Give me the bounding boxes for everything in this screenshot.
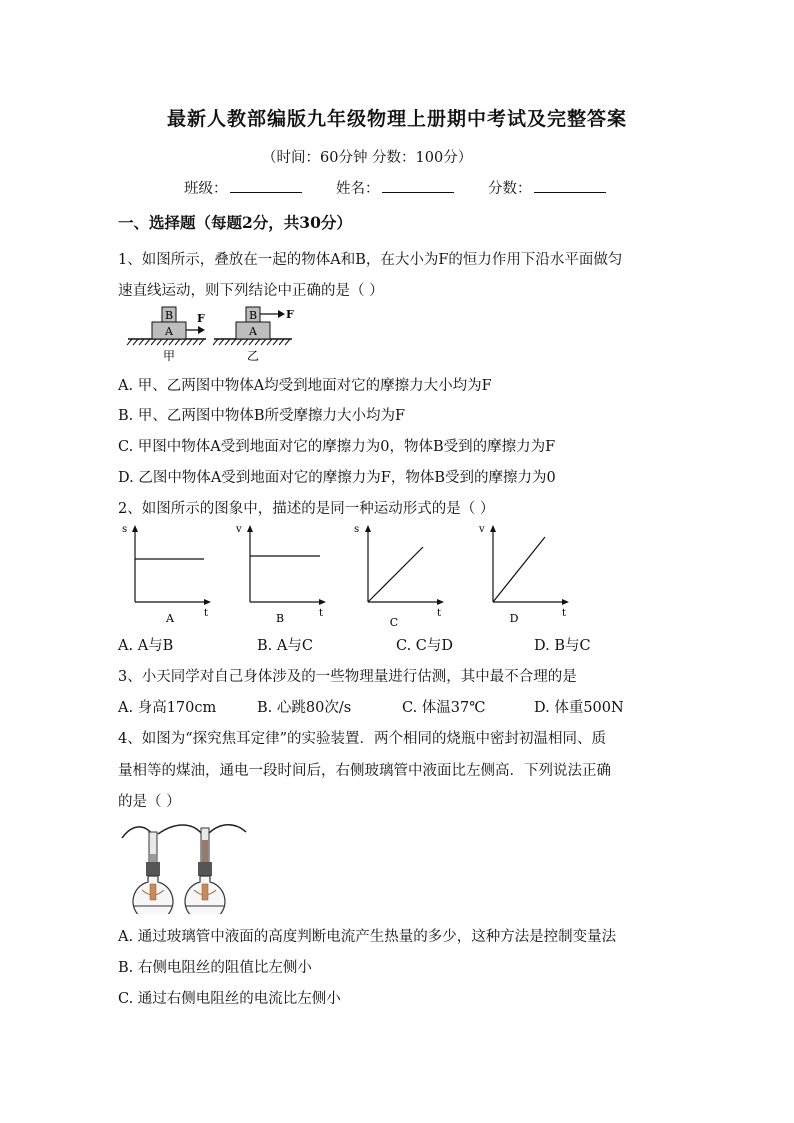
graph-c-xlabel: t [437, 608, 442, 619]
graph-d [478, 524, 569, 625]
q1-option-d[interactable]: D. 乙图中物体A受到地面对它的摩擦力为F，物体B受到的摩擦力为0 [118, 470, 556, 486]
q2-graphs [118, 522, 578, 630]
graph-a-ylabel: s [122, 524, 128, 535]
q4-option-a[interactable]: A. 通过玻璃管中液面的高度判断电流产生热量的多少，这种方法是控制变量法 [118, 929, 617, 945]
q3-stem: 3、小天同学对自己身体涉及的一些物理量进行估测，其中最不合理的是 [118, 669, 577, 685]
name-label: 姓名： [336, 181, 380, 197]
graph-a [122, 524, 211, 625]
block-a-label: A [249, 325, 257, 338]
name-field [336, 177, 454, 198]
name-blank[interactable] [382, 178, 454, 193]
force-label: F [197, 312, 205, 325]
graph-b-label: B [275, 612, 285, 625]
q2-option-b[interactable]: B. A与C [257, 638, 313, 654]
graph-d-label: D [509, 612, 519, 625]
q1-figure [126, 304, 296, 366]
graph-b-ylabel: v [236, 524, 242, 535]
right-stopper [198, 862, 212, 876]
q1-stem-line1: 1、如图所示，叠放在一起的物体A和B，在大小为F的恒力作用下沿水平面做匀 [118, 252, 623, 268]
q2-option-c[interactable]: C. C与D [396, 638, 454, 654]
section-title: 一、选择题（每题2分，共30分） [118, 213, 352, 232]
graph-a-label: A [166, 612, 174, 625]
graph-d-xlabel: t [562, 608, 567, 619]
class-blank[interactable] [230, 178, 302, 193]
class-label: 班级： [184, 181, 228, 197]
q1-stem-line2: 速直线运动，则下列结论中正确的是（ ） [118, 283, 384, 299]
q3-option-a[interactable]: A. 身高170cm [118, 700, 217, 716]
score-field [488, 177, 606, 198]
block-a-label: A [165, 325, 173, 338]
q3-option-c[interactable]: C. 体温37℃ [402, 700, 486, 716]
q1-option-a[interactable]: A. 甲、乙两图中物体A均受到地面对它的摩擦力大小均为F [118, 378, 492, 394]
q3-option-b[interactable]: B. 心跳80次/s [257, 700, 352, 716]
q1-option-c[interactable]: C. 甲图中物体A受到地面对它的摩擦力为0，物体B受到的摩擦力为F [118, 439, 556, 455]
graph-a-xlabel: t [204, 608, 209, 619]
left-stopper [146, 862, 160, 876]
graph-d-line [493, 537, 545, 602]
q4-stem-line1: 4、如图为“探究焦耳定律”的实验装置．两个相同的烧瓶中密封初温相同、质 [118, 731, 607, 747]
q4-option-c[interactable]: C. 通过右侧电阻丝的电流比左侧小 [118, 991, 341, 1007]
block-b-label: B [164, 309, 174, 322]
q4-apparatus-figure [120, 818, 250, 914]
q2-option-d[interactable]: D. B与C [534, 638, 591, 654]
block-b-label: B [248, 309, 258, 322]
score-blank[interactable] [534, 178, 606, 193]
figure-jia [127, 307, 206, 363]
q2-stem: 2、如图所示的图象中，描述的是同一种运动形式的是（ ） [118, 501, 495, 517]
figure-yi [213, 307, 294, 363]
figure-label-jia: 甲 [162, 349, 176, 363]
graph-c-label: C [389, 616, 399, 629]
q4-stem-line3: 的是（ ） [118, 794, 181, 810]
exam-time-info: （时间：60分钟 分数：100分） [262, 150, 473, 166]
graph-d-ylabel: v [479, 524, 485, 535]
class-field [184, 177, 302, 198]
q2-option-a[interactable]: A. A与B [118, 638, 174, 654]
q4-option-b[interactable]: B. 右侧电阻丝的阻值比左侧小 [118, 960, 312, 976]
score-label: 分数： [488, 181, 532, 197]
graph-c-line [368, 547, 423, 602]
q1-option-b[interactable]: B. 甲、乙两图中物体B所受摩擦力大小均为F [118, 408, 406, 424]
graph-c-ylabel: s [354, 524, 360, 535]
q3-option-d[interactable]: D. 体重500N [534, 700, 624, 716]
graph-b [235, 524, 326, 625]
page-title: 最新人教部编版九年级物理上册期中考试及完整答案 [166, 108, 627, 130]
figure-label-yi: 乙 [246, 349, 260, 363]
graph-c [354, 524, 444, 629]
q4-stem-line2: 量相等的煤油，通电一段时间后，右侧玻璃管中液面比左侧高．下列说法正确 [118, 763, 611, 779]
force-label: F [286, 308, 294, 321]
graph-b-xlabel: t [319, 608, 324, 619]
